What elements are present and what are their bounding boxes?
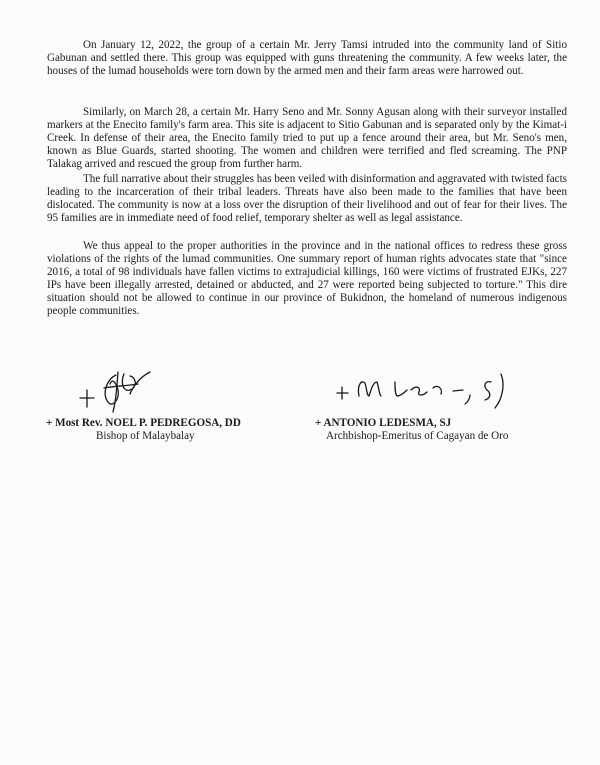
- signatory-name: + ANTONIO LEDESMA, SJ: [315, 417, 452, 429]
- signatory-name: + Most Rev. NOEL P. PEDREGOSA, DD: [46, 417, 241, 429]
- handwritten-signature-pedregosa: [46, 360, 176, 416]
- paragraph-3: The full narrative about their struggles has been veiled with disinformation and aggravated with twisted facts leading to the incarceration of their tribal leaders. Threats have also been made to the families that have been dislocated. The community is now at a loss over the disruption of their livelihood and out of fear for their lives. The 95 families are in immediate need of food relief, temporary shelter as well as legal assistance.: [47, 173, 567, 225]
- paragraph-1: On January 12, 2022, the group of a certain Mr. Jerry Tamsi intruded into the community land of Sitio Gabunan and settled there. This group was equipped with guns threatening the community. A few weeks later, the houses of the lumad households were torn down by the armed men and their farm areas were harrowed out.: [47, 39, 567, 78]
- signatory-title: Archbishop-Emeritus of Cagayan de Oro: [326, 430, 509, 442]
- paragraph-2: Similarly, on March 28, a certain Mr. Harry Seno and Mr. Sonny Agusan along with their surveyor installed markers at the Enecito family's farm area. This site is adjacent to Sitio Gabunan and is separated only by the Kimat-i Creek. In defense of their area, the Enecito family tried to put up a fence around their area, but Mr. Seno's men, known as Blue Guards, started shooting. The women and children were terrified and fled screaming. The PNP Talakag arrived and rescued the group from further harm.: [47, 106, 567, 171]
- paragraph-4: We thus appeal to the proper authorities in the province and in the national offices to redress these gross violations of the rights of the lumad communities. One summary report of human rights advocates state that "since 2016, a total of 98 individuals have fallen victims to extrajudicial killings, 160 were victims of frustrated EJKs, 227 IPs have been illegally arrested, detained or abducted, and 27 were reported being subjected to torture." This dire situation should not be allowed to continue in our province of Bukidnon, the homeland of numerous indigenous people communities.: [47, 240, 567, 318]
- signatory-title: Bishop of Malaybalay: [96, 430, 195, 442]
- handwritten-signature-ledesma: [315, 360, 535, 416]
